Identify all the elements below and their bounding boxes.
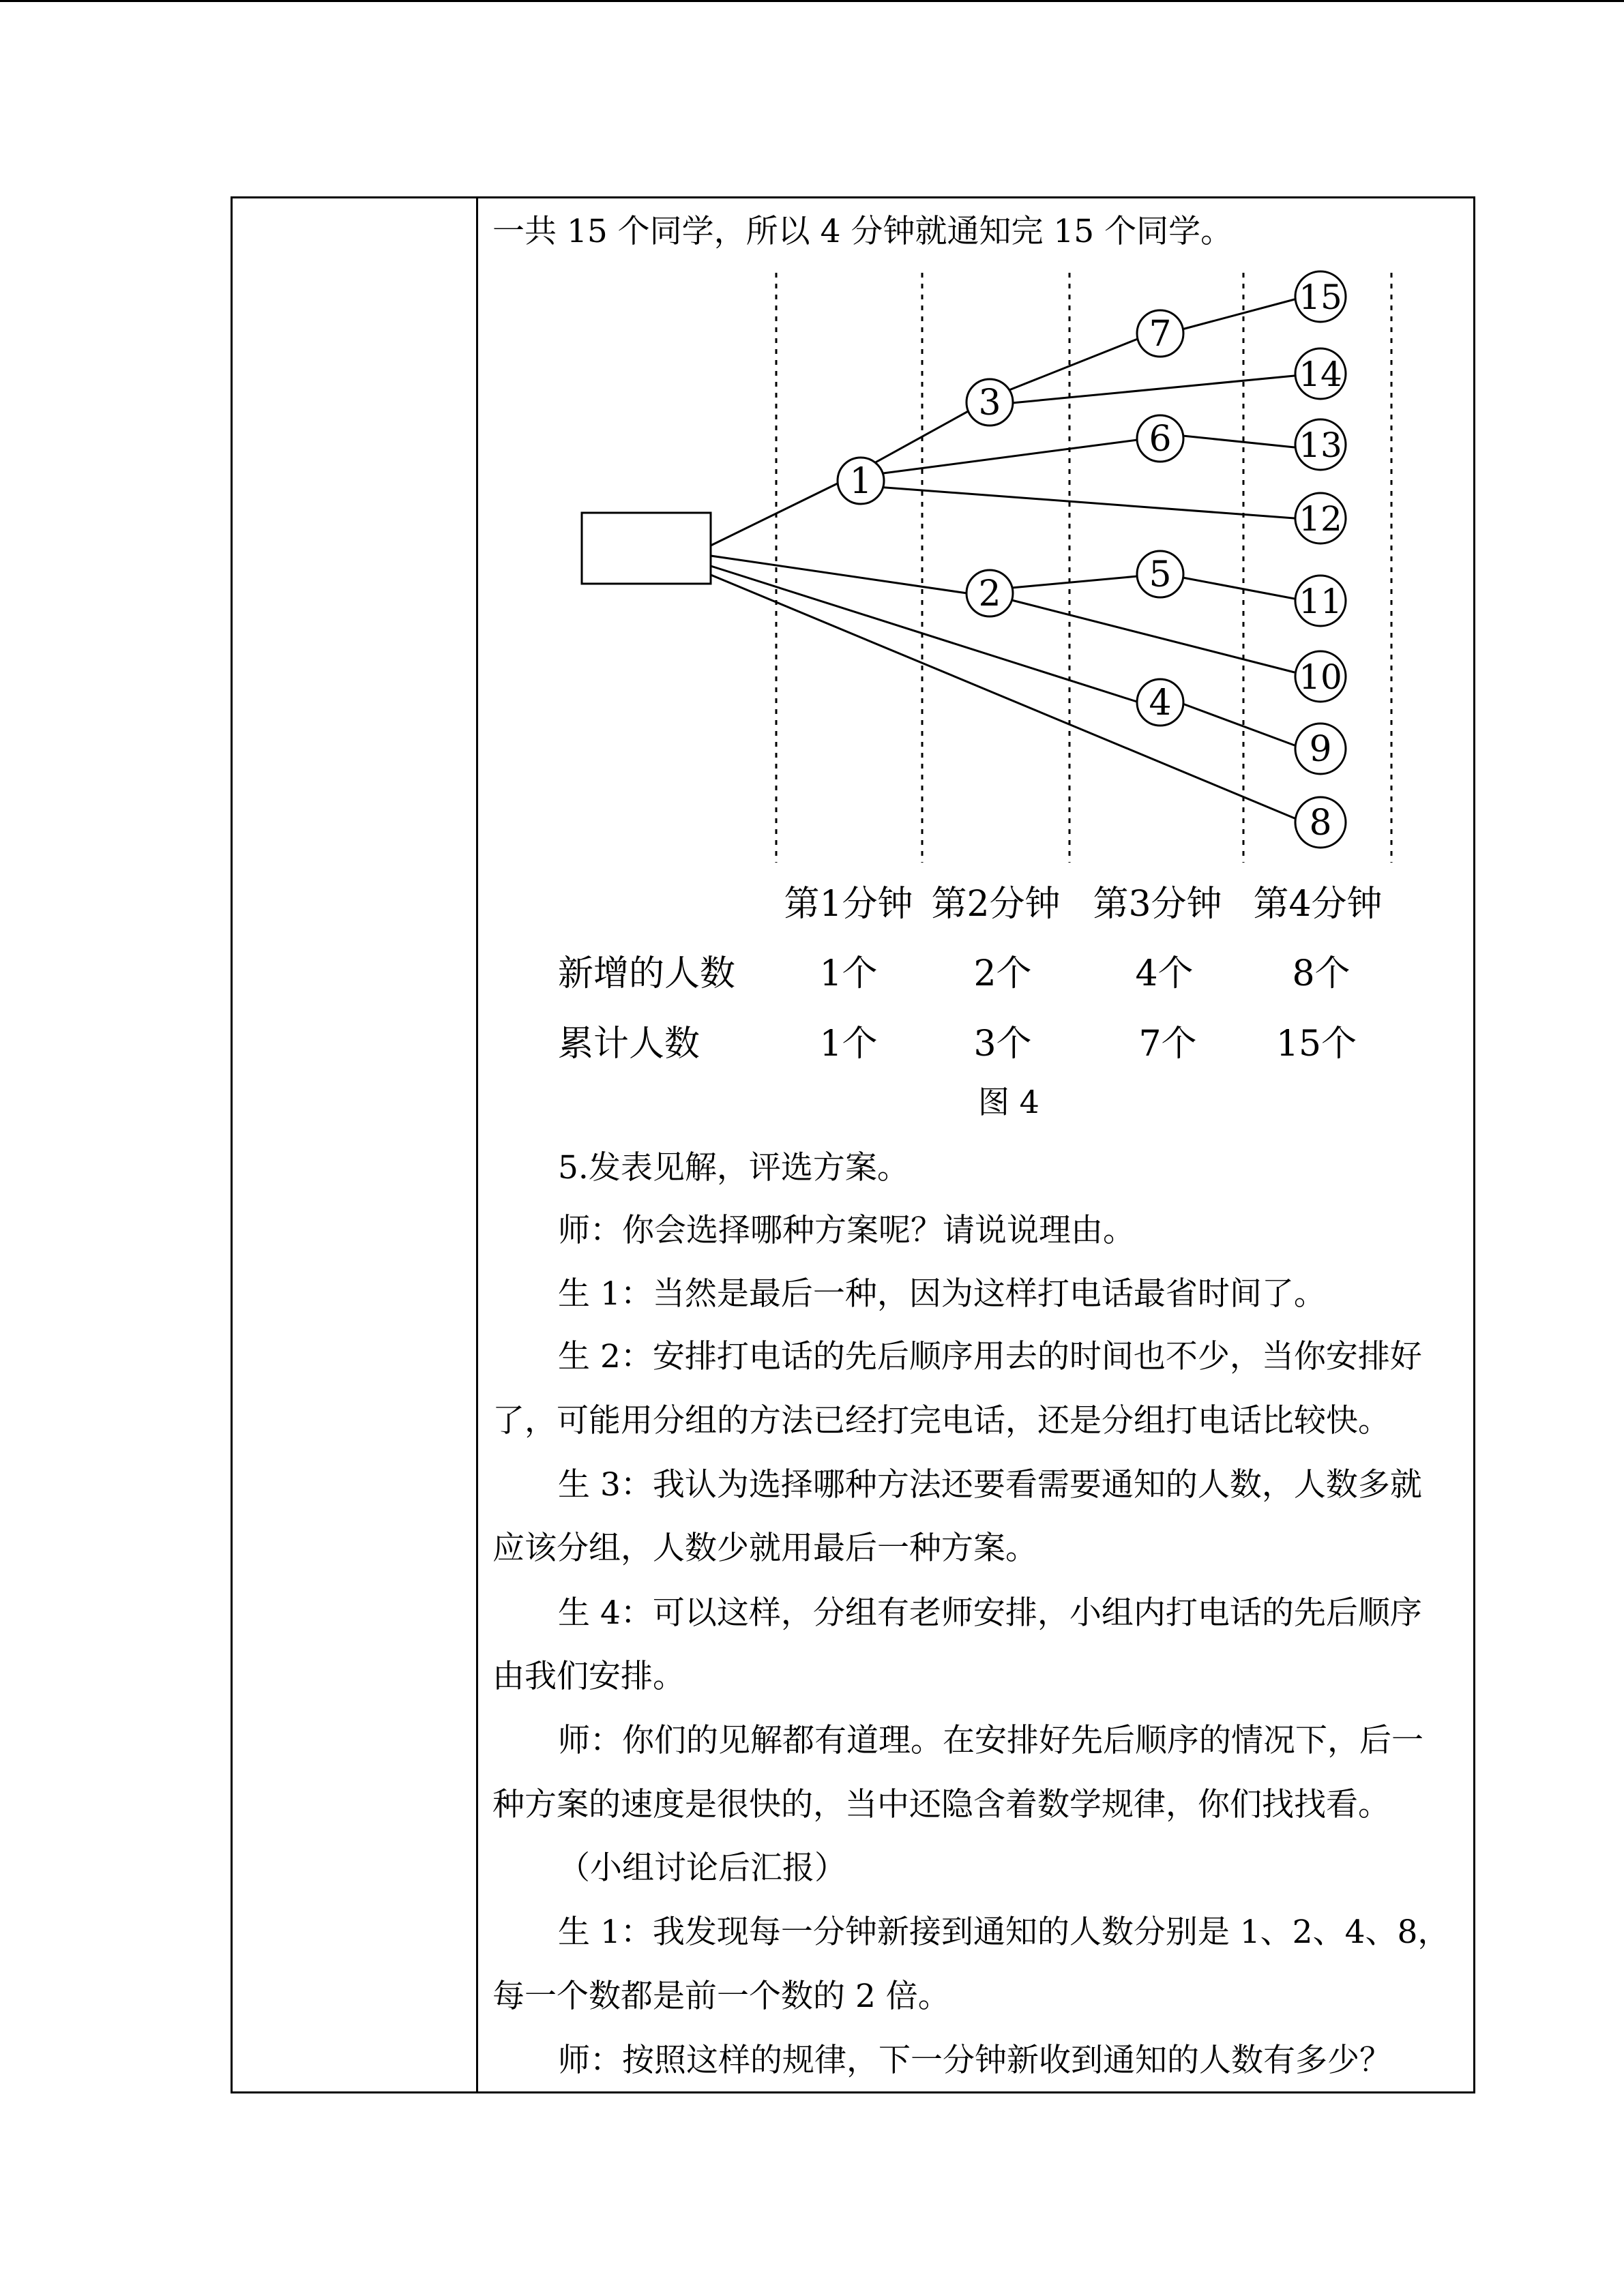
node-3-label: 3 [978, 383, 1001, 423]
row-new-label: 新增的人数 [558, 953, 736, 994]
edge-3-14 [1012, 376, 1295, 403]
minute-labels [784, 884, 1382, 925]
edge-2-10 [1012, 600, 1295, 672]
paragraph-6-line-2: 由我们安排。 [492, 1658, 685, 1695]
row-total-value-3: 7个 [1138, 1024, 1197, 1064]
figure-caption: 图 4 [978, 1084, 1039, 1120]
node-13-label: 13 [1299, 426, 1342, 465]
row-total-value-2: 3个 [973, 1024, 1032, 1064]
node-5-label: 5 [1149, 554, 1172, 595]
paragraph-3: 生 1：当然是最后一种，因为这样打电话最省时间了。 [558, 1275, 1326, 1313]
node-9-label: 9 [1309, 729, 1332, 770]
edge-1-12 [868, 486, 1295, 518]
node-11-label: 11 [1299, 582, 1342, 621]
paragraph-4-line-1: 生 2：安排打电话的先后顺序用去的时间也不少，当你安排好 [558, 1338, 1422, 1375]
node-7-label: 7 [1149, 314, 1172, 355]
node-1-label: 1 [849, 461, 872, 502]
tree-edges [711, 299, 1298, 820]
node-15-label: 15 [1299, 278, 1342, 317]
paragraph-9-line-2: 每一个数都是前一个数的 2 倍。 [492, 1978, 950, 2015]
node-6-label: 6 [1149, 419, 1172, 460]
minute-label-2: 第2分钟 [931, 884, 1061, 925]
row-new-value-4: 8个 [1292, 953, 1350, 994]
edge-2-5 [1012, 576, 1138, 588]
paragraph-2: 师：你会选择哪种方案呢？请说说理由。 [558, 1212, 1135, 1249]
paragraph-5-line-2: 应该分组，人数少就用最后一种方案。 [492, 1530, 1037, 1567]
node-4-label: 4 [1149, 683, 1172, 724]
node-12-label: 12 [1299, 499, 1342, 539]
paragraph-5-line-1: 生 3：我认为选择哪种方法还要看需要通知的人数，人数多就 [558, 1466, 1422, 1504]
paragraph-4-line-2: 了，可能用分组的方法已经打完电话，还是分组打电话比较快。 [492, 1402, 1390, 1440]
paragraph-7-line-2: 种方案的速度是很快的，当中还隐含着数学规律，你们找找看。 [492, 1786, 1390, 1823]
node-2-label: 2 [978, 573, 1001, 614]
edge-4-9 [1183, 704, 1295, 745]
row-new-value-1: 1个 [819, 953, 878, 994]
minute-label-4: 第4分钟 [1253, 884, 1383, 925]
node-8-label: 8 [1309, 803, 1332, 844]
minute-label-1: 第1分钟 [784, 884, 913, 925]
row-new-value-3: 4个 [1135, 953, 1194, 994]
row-total-label: 累计人数 [558, 1024, 700, 1064]
paragraph-10: 师：按照这样的规律，下一分钟新收到通知的人数有多少？ [558, 2042, 1391, 2079]
paragraph-1: 5.发表见解，评选方案。 [558, 1149, 909, 1187]
node-14-label: 14 [1299, 355, 1342, 394]
row-total-value-4: 15个 [1275, 1024, 1357, 1064]
paragraph-7-line-1: 师：你们的见解都有道理。在安排好先后顺序的情况下，后一 [558, 1722, 1423, 1759]
edge-5-11 [1183, 578, 1295, 599]
paragraph-6-line-1: 生 4：可以这样，分组有老师安排，小组内打电话的先后顺序 [558, 1594, 1422, 1632]
teacher-box [582, 513, 711, 584]
edge-3-7 [1004, 339, 1138, 392]
count-rows [558, 953, 1357, 1064]
minute-label-3: 第3分钟 [1093, 884, 1222, 925]
paragraph-9-line-1: 生 1：我发现每一分钟新接到通知的人数分别是 1、2、4、8， [558, 1913, 1450, 1951]
edge-6-13 [1183, 436, 1295, 447]
edge-7-15 [1182, 299, 1295, 329]
edge-1-3 [861, 409, 972, 471]
edge-0-2 [711, 556, 967, 593]
intro-line: 一共 15 个同学，所以 4 分钟就通知完 15 个同学。 [492, 213, 1233, 250]
row-total-value-1: 1个 [819, 1024, 878, 1064]
paragraph-8: （小组讨论后汇报） [558, 1849, 846, 1887]
node-10-label: 10 [1299, 657, 1342, 697]
row-new-value-2: 2个 [973, 953, 1032, 994]
node-labels [849, 278, 1342, 844]
